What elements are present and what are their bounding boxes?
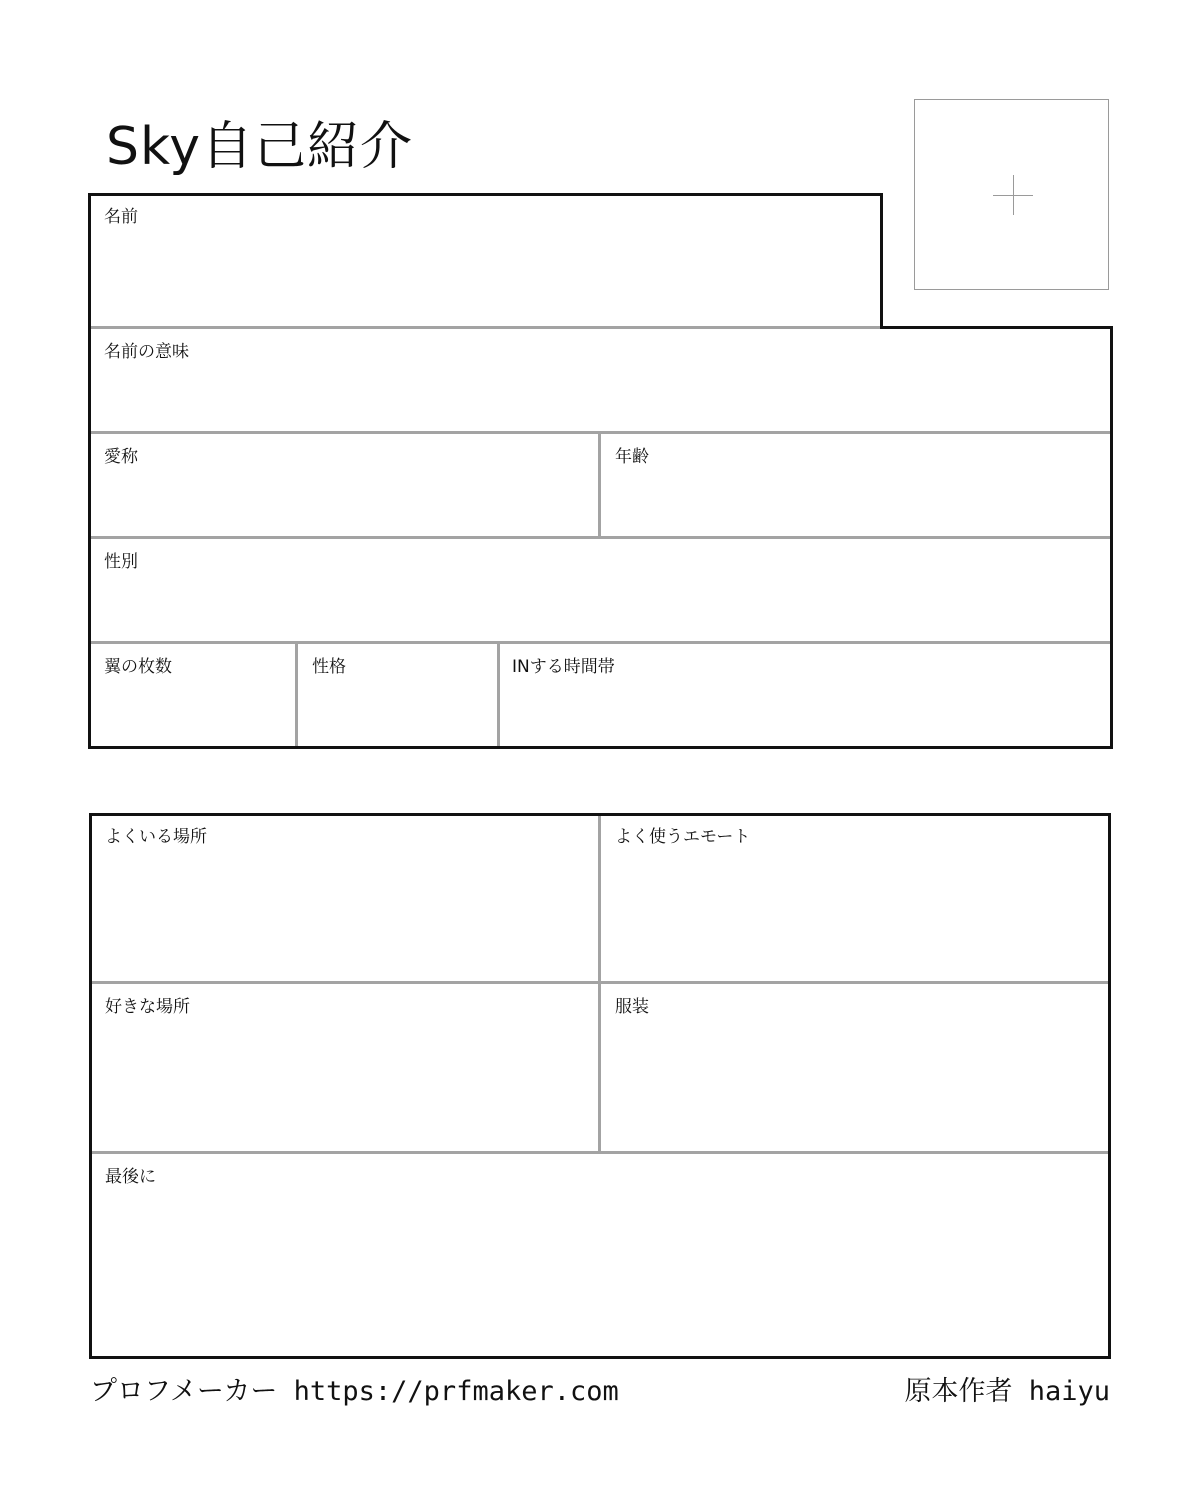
- favorite-place-field[interactable]: [89, 983, 599, 1153]
- wings-label: 翼の枚数: [104, 657, 172, 677]
- age-field[interactable]: [599, 433, 1113, 538]
- divider: [91, 326, 881, 329]
- nickname-label: 愛称: [104, 447, 138, 467]
- divider: [295, 643, 298, 746]
- closing-label: 最後に: [105, 1167, 156, 1187]
- online-time-field[interactable]: [499, 643, 1113, 748]
- age-label: 年齢: [615, 447, 649, 467]
- name-field[interactable]: [88, 193, 882, 328]
- outfit-label: 服装: [615, 997, 649, 1017]
- name-meaning-field[interactable]: [88, 328, 1113, 433]
- frequent-place-field[interactable]: [89, 813, 599, 983]
- favorite-place-label: 好きな場所: [105, 997, 190, 1017]
- nickname-field[interactable]: [88, 433, 599, 538]
- photo-upload-box[interactable]: [914, 99, 1109, 290]
- divider: [598, 433, 601, 538]
- divider: [598, 816, 601, 1153]
- personality-field[interactable]: [296, 643, 499, 748]
- page-title: Sky自己紹介: [106, 117, 414, 177]
- wings-field[interactable]: [88, 643, 296, 748]
- frequent-emote-label: よく使うエモート: [615, 827, 751, 847]
- frequent-emote-field[interactable]: [599, 813, 1111, 983]
- frequent-place-label: よくいる場所: [105, 827, 207, 847]
- footer-credit: プロフメーカー https://prfmaker.com: [90, 1376, 619, 1407]
- outfit-field[interactable]: [599, 983, 1111, 1153]
- gender-field[interactable]: [88, 538, 1113, 643]
- divider: [497, 643, 500, 746]
- name-meaning-label: 名前の意味: [104, 342, 189, 362]
- name-label: 名前: [104, 207, 138, 227]
- gender-label: 性別: [104, 552, 138, 572]
- personality-label: 性格: [312, 657, 346, 677]
- footer-author: 原本作者 haiyu: [904, 1376, 1110, 1407]
- divider: [91, 641, 1110, 644]
- online-time-label: INする時間帯: [512, 657, 615, 677]
- closing-field[interactable]: [89, 1153, 1111, 1359]
